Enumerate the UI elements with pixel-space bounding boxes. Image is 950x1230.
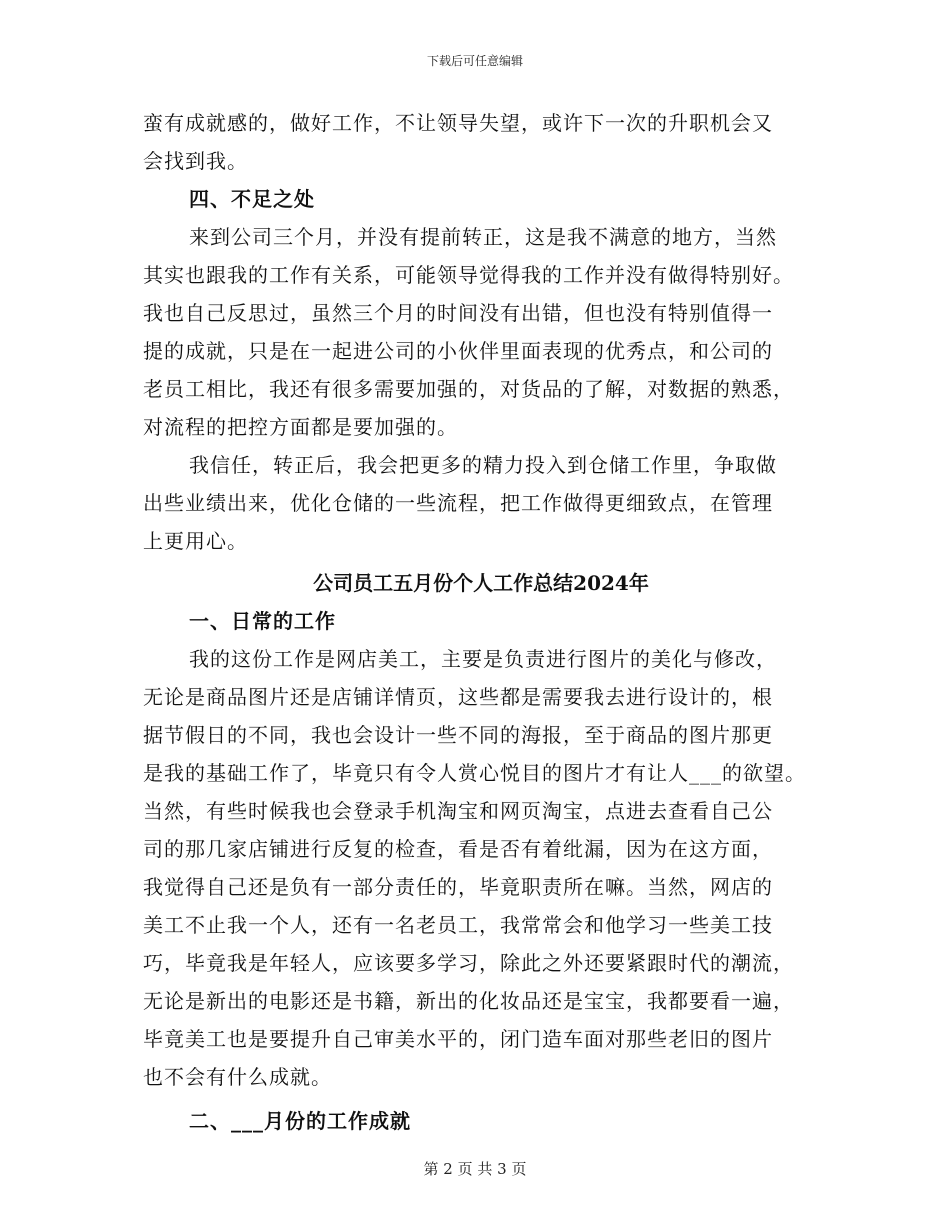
document-title: 公司员工五月份个人工作总结2024年 xyxy=(313,571,649,595)
paragraph-line: 毕竟美工也是要提升自己审美水平的，闭门造车面对那些老旧的图片 xyxy=(143,1027,773,1051)
paragraph-line: 是我的基础工作了，毕竟只有令人赏心悦目的图片才有让人___的欲望。 xyxy=(143,761,806,785)
section-heading-achievements: 二、___月份的工作成就 xyxy=(189,1109,411,1133)
paragraph-line: 我也自己反思过，虽然三个月的时间没有出错，但也没有特别值得一 xyxy=(143,301,773,325)
paragraph-line: 上更用心。 xyxy=(143,529,248,553)
paragraph-line: 对流程的把控方面都是要加强的。 xyxy=(143,415,458,439)
paragraph-line: 提的成就，只是在一起进公司的小伙伴里面表现的优秀点，和公司的 xyxy=(143,339,773,363)
paragraph-line: 出些业绩出来，优化仓储的一些流程，把工作做得更细致点，在管理 xyxy=(143,491,773,515)
paragraph-line: 我信任，转正后，我会把更多的精力投入到仓储工作里，争取做 xyxy=(189,453,777,477)
paragraph-line: 我觉得自己还是负有一部分责任的，毕竟职责所在嘛。当然，网店的 xyxy=(143,875,773,899)
paragraph-line: 当然，有些时候我也会登录手机淘宝和网页淘宝，点进去查看自己公 xyxy=(143,799,773,823)
paragraph-line: 其实也跟我的工作有关系，可能领导觉得我的工作并没有做得特别好。 xyxy=(143,263,794,287)
section-heading-daily-work: 一、日常的工作 xyxy=(189,609,336,633)
paragraph-line: 也不会有什么成就。 xyxy=(143,1065,332,1089)
paragraph-line: 会找到我。 xyxy=(143,149,248,173)
paragraph-line: 老员工相比，我还有很多需要加强的，对货品的了解，对数据的熟悉， xyxy=(143,377,794,401)
paragraph-line: 我的这份工作是网店美工，主要是负责进行图片的美化与修改， xyxy=(189,647,777,671)
section-heading-shortcomings: 四、不足之处 xyxy=(189,187,315,211)
paragraph-line: 蛮有成就感的，做好工作，不让领导失望，或许下一次的升职机会又 xyxy=(143,111,773,135)
page-header: 下载后可任意编辑 xyxy=(426,54,523,68)
paragraph-line: 据节假日的不同，我也会设计一些不同的海报，至于商品的图片那更 xyxy=(143,723,773,747)
paragraph-line: 来到公司三个月，并没有提前转正，这是我不满意的地方，当然 xyxy=(189,225,777,249)
paragraph-line: 巧，毕竟我是年轻人，应该要多学习，除此之外还要紧跟时代的潮流， xyxy=(143,951,794,975)
paragraph-line: 美工不止我一个人，还有一名老员工，我常常会和他学习一些美工技 xyxy=(143,913,773,937)
paragraph-line: 无论是新出的电影还是书籍，新出的化妆品还是宝宝，我都要看一遍， xyxy=(143,989,794,1013)
paragraph-line: 无论是商品图片还是店铺详情页，这些都是需要我去进行设计的，根 xyxy=(143,685,773,709)
page-footer: 第 2 页 共 3 页 xyxy=(423,1160,527,1178)
document-body xyxy=(143,104,823,1140)
paragraph-line: 司的那几家店铺进行反复的检查，看是否有着纰漏，因为在这方面， xyxy=(143,837,773,861)
